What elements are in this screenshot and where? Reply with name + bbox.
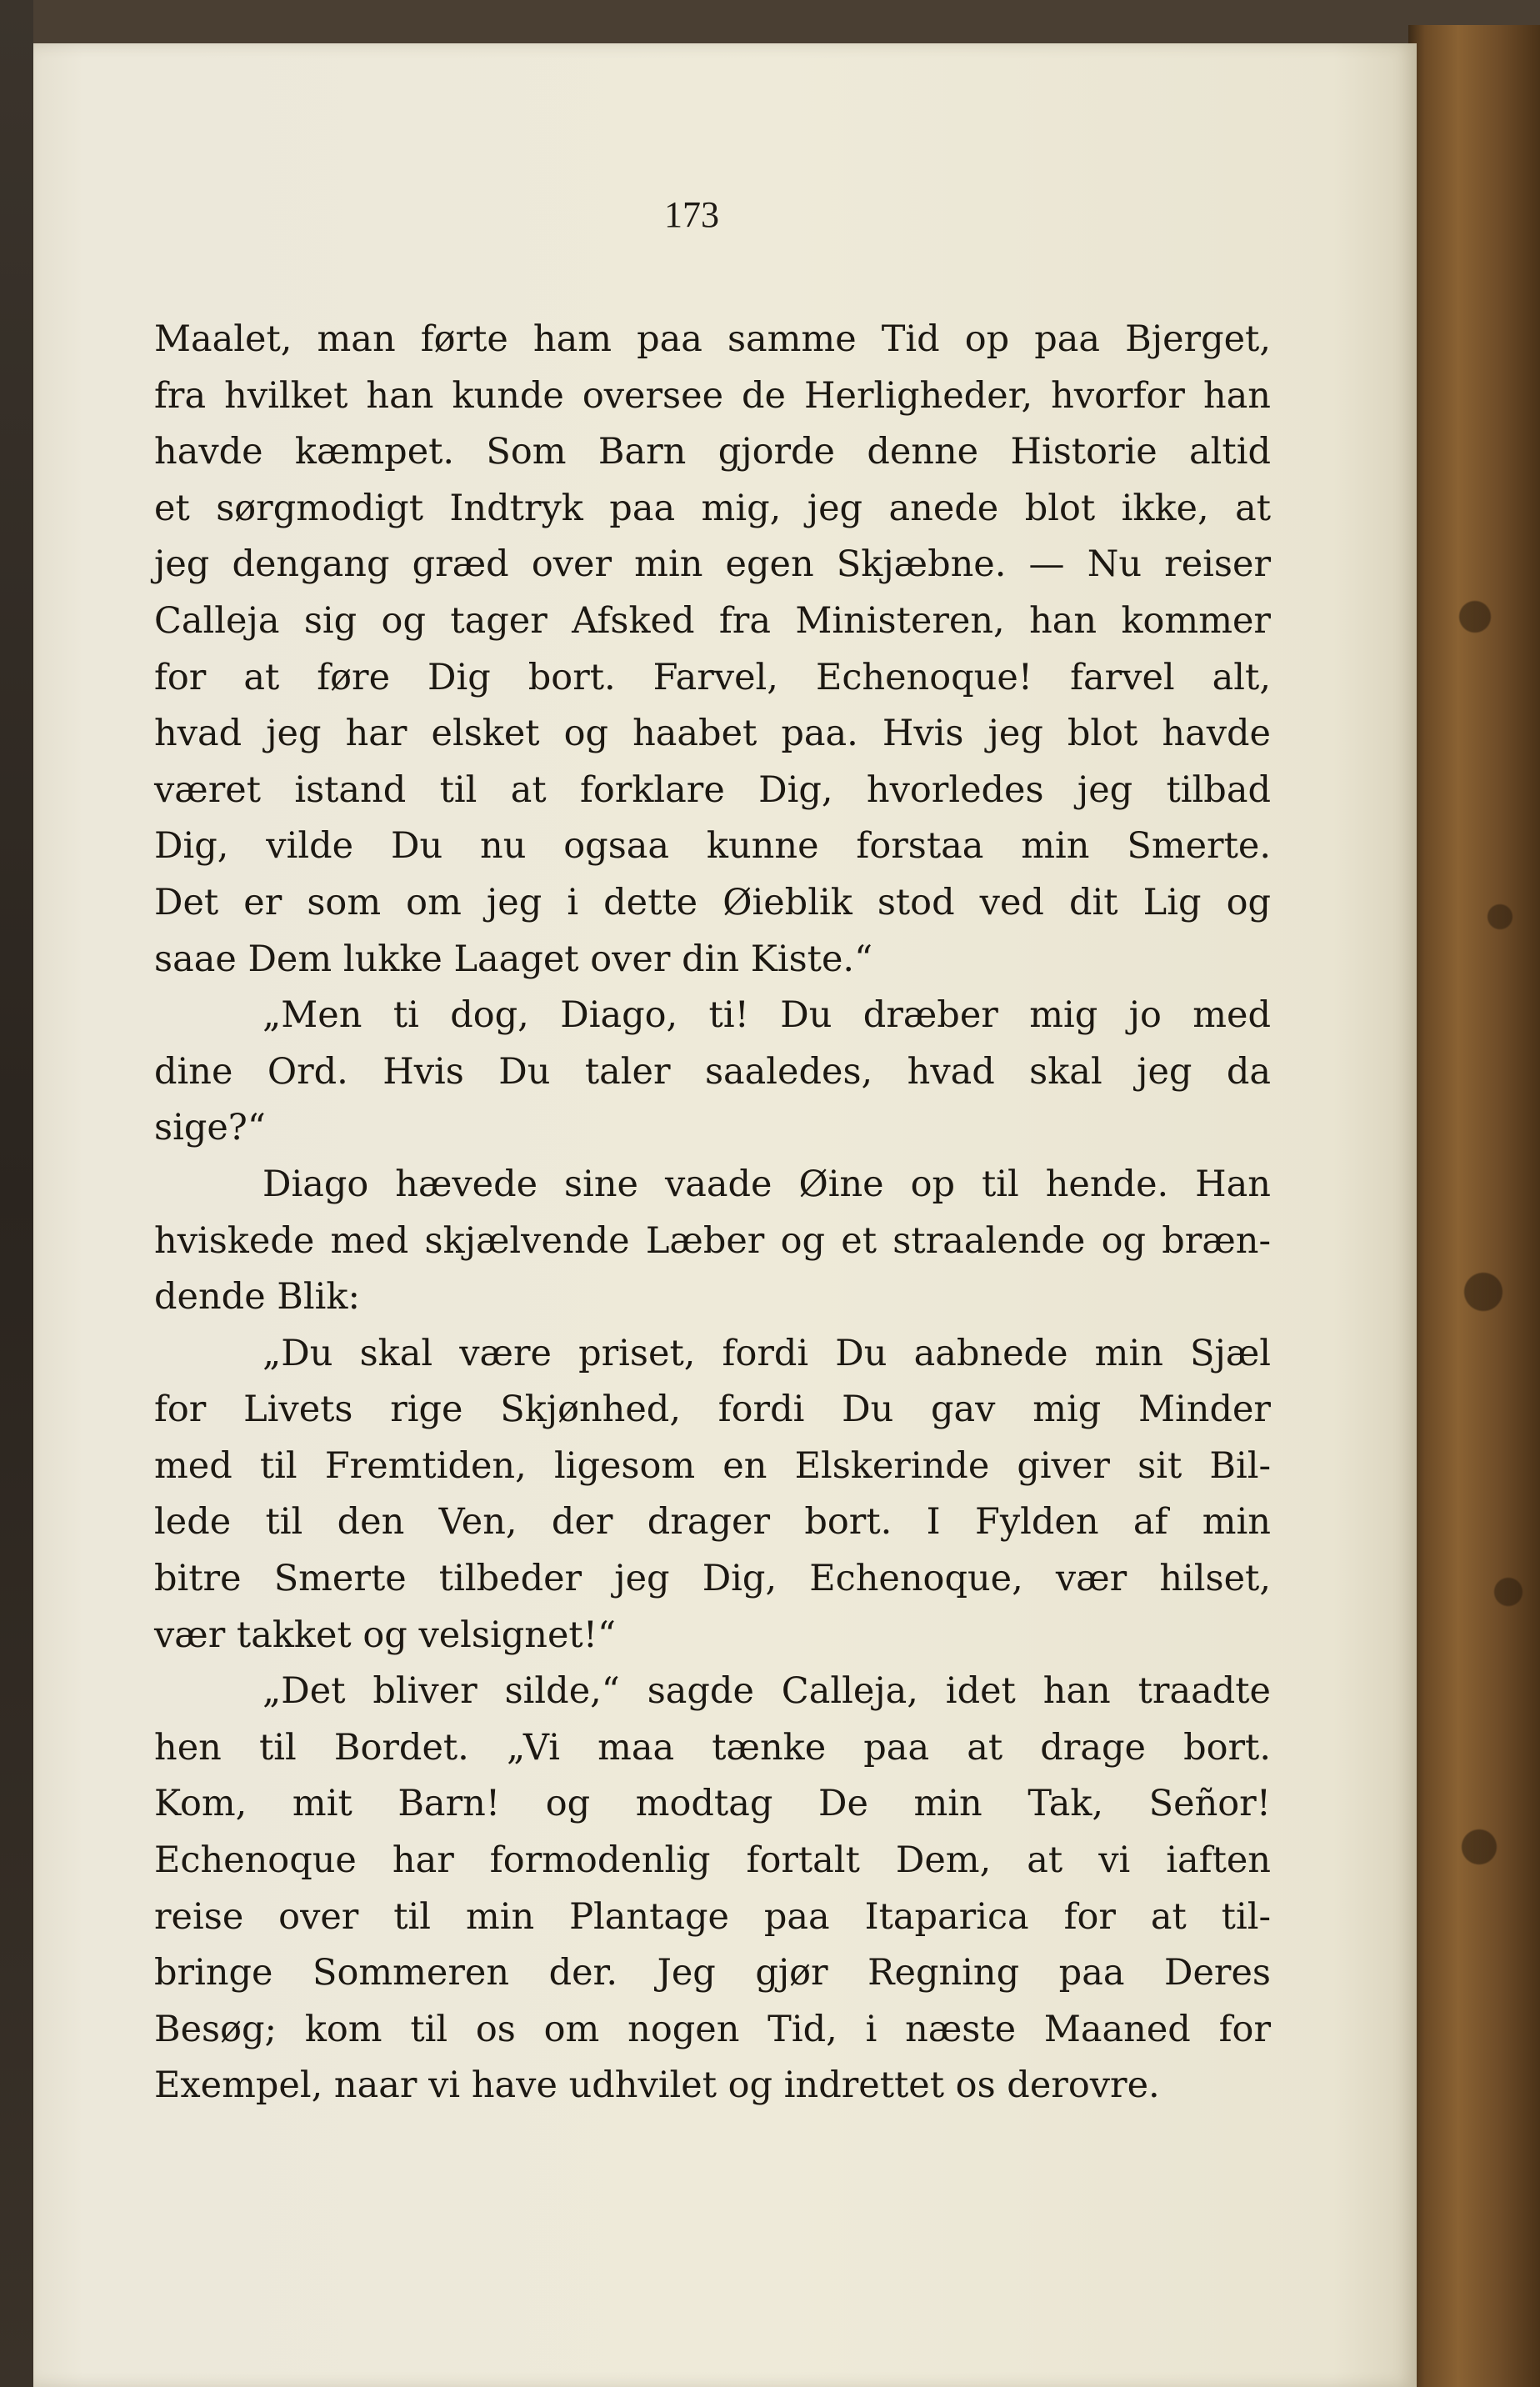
text-line: et sørgmodigt Indtryk paa mig, jeg anede blot ikke, at xyxy=(154,487,1271,529)
text-line: jeg dengang græd over min egen Skjæbne. — Nu reiser xyxy=(154,543,1271,586)
text-line: dende Blik: xyxy=(154,1276,360,1319)
text-line: vær takket og velsignet!“ xyxy=(154,1614,616,1656)
page-number: 173 xyxy=(664,194,719,235)
text-line: fra hvilket han kunde oversee de Herligheder, hvorfor han xyxy=(154,374,1271,417)
text-line: reise over til min Plantage paa Itaparica for at til- xyxy=(154,1895,1271,1938)
text-line: Calleja sig og tager Afsked fra Ministeren, han kommer xyxy=(154,599,1271,642)
text-line: „Men ti dog, Diago, ti! Du dræber mig jo med xyxy=(262,994,1271,1037)
text-line: hvad jeg har elsket og haabet paa. Hvis jeg blot havde xyxy=(154,713,1271,755)
text-line: Det er som om jeg i dette Øieblik stod ved dit Lig og xyxy=(154,881,1271,923)
text-line: Diago hævede sine vaade Øine op til hende. Han xyxy=(262,1163,1271,1205)
text-line: saae Dem lukke Laaget over din Kiste.“ xyxy=(154,938,873,980)
text-line: bitre Smerte tilbeder jeg Dig, Echenoque, vær hilset, xyxy=(154,1558,1271,1600)
text-line: med til Fremtiden, ligesom en Elskerinde giver sit Bil- xyxy=(154,1444,1271,1487)
text-line: for Livets rige Skjønhed, fordi Du gav mig Minder xyxy=(154,1389,1271,1431)
facing-page-edge xyxy=(0,0,33,2387)
text-line: Echenoque har formodenlig fortalt Dem, at vi iaften xyxy=(154,1839,1271,1882)
text-line: hen til Bordet. „Vi maa tænke paa at drage bort. xyxy=(154,1726,1271,1769)
text-line: „Du skal være priset, fordi Du aabnede min Sjæl xyxy=(262,1332,1271,1374)
text-line: for at føre Dig bort. Farvel, Echenoque! farvel alt, xyxy=(154,656,1271,698)
text-line: lede til den Ven, der drager bort. I Fylden af min xyxy=(154,1501,1271,1544)
text-line: Maalet, man førte ham paa samme Tid op paa Bjerget, xyxy=(154,318,1271,360)
text-line: været istand til at forklare Dig, hvorledes jeg tilbad xyxy=(154,768,1271,811)
text-line: Dig, vilde Du nu ogsaa kunne forstaa min Smerte. xyxy=(154,825,1271,868)
text-line: dine Ord. Hvis Du taler saaledes, hvad skal jeg da xyxy=(154,1050,1271,1093)
text-line: „Det bliver silde,“ sagde Calleja, idet han traadte xyxy=(262,1670,1271,1713)
text-line: Kom, mit Barn! og modtag De min Tak, Señor! xyxy=(154,1783,1271,1825)
text-line: Besøg; kom til os om nogen Tid, i næste Maaned for xyxy=(154,2008,1271,2050)
text-line: sige?“ xyxy=(154,1107,266,1149)
body-text xyxy=(154,312,1271,2114)
text-line: Exempel, naar vi have udhvilet og indrettet os derovre. xyxy=(154,2064,1160,2107)
book-page xyxy=(33,43,1417,2387)
text-line: havde kæmpet. Som Barn gjorde denne Historie altid xyxy=(154,431,1271,473)
text-line: hviskede med skjælvende Læber og et straalende og bræn- xyxy=(154,1219,1271,1262)
text-line: bringe Sommeren der. Jeg gjør Regning paa Deres xyxy=(154,1952,1271,1994)
cover-foxing xyxy=(1450,467,1533,1967)
